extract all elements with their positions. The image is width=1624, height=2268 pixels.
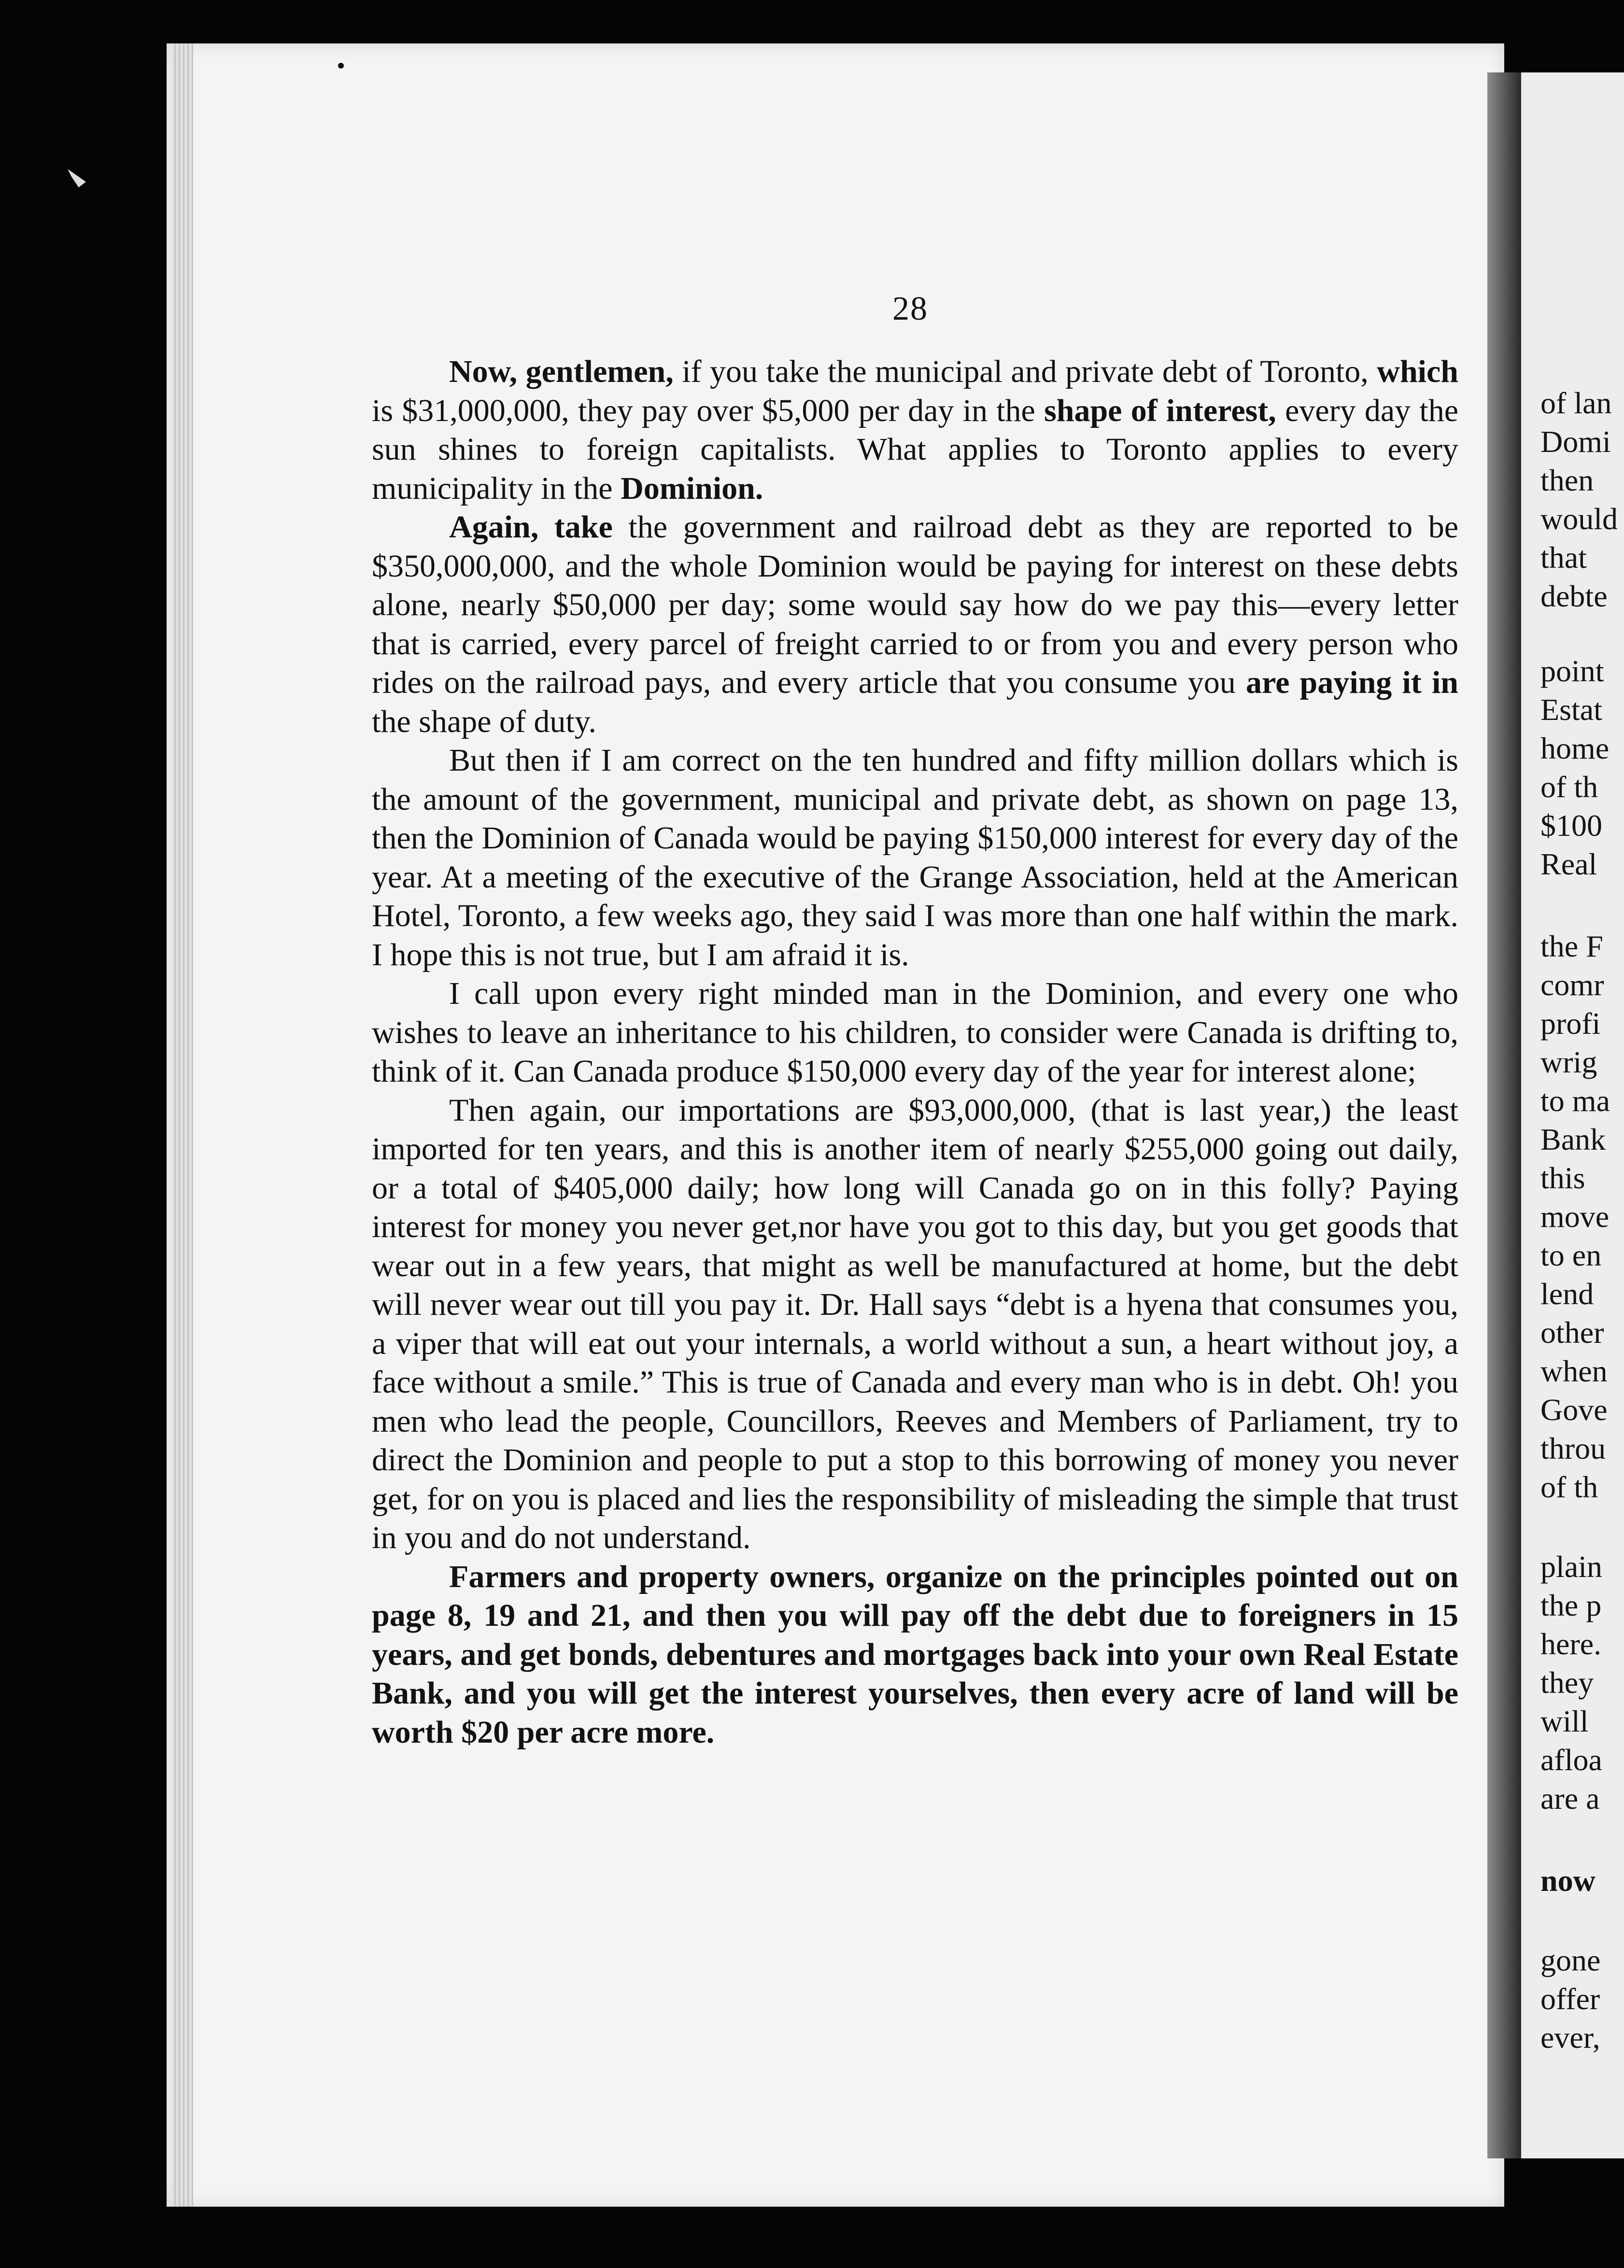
ink-dot [338,63,344,69]
facing-fragment: point [1540,654,1604,688]
facing-fragment: gone [1540,1943,1601,1977]
text-run: Dominion. [621,470,763,506]
facing-fragment: they [1540,1665,1594,1700]
facing-fragment: Bank [1540,1122,1606,1156]
text-run: Farmers and property owners, organize on the principles pointed out on page 8, 19 and 21, and then you will pay off the debt due to foreigners in 15 years, and get bonds, debentures and mortgages back into your own Real Estate Bank, and you will get the interest yourselves, then every acre of land will be worth $20 per acre more. [372,1559,1458,1750]
facing-fragment: when [1540,1354,1608,1388]
paragraph [372,974,1458,1091]
paragraph [372,1091,1458,1558]
facing-fragment: Gove [1540,1393,1608,1427]
paragraph [372,1558,1458,1752]
text-run: are paying it in [1245,665,1458,700]
text-run: shape of interest, [1044,393,1276,428]
facing-fragment: comr [1540,968,1604,1002]
text-run: the government and railroad debt as they are reported to be $350,000,000, and the whole Dominion would be paying for interest on these debts alone, nearly $50,000 per day; some would say how do we pay this—every letter that is carried, every parcel of freight carried to or from you and every person who rides on the railroad pays, and every article that you consume you [372,509,1459,700]
facing-fragment: other [1540,1315,1604,1350]
text-run: if you take the municipal and private debt of Toronto, [673,354,1377,389]
facing-fragment: will [1540,1704,1589,1738]
facing-fragment: of th [1540,1470,1598,1504]
facing-fragment: the p [1540,1588,1602,1622]
page-stack-edge [171,43,193,2207]
facing-fragment: debte [1540,579,1608,613]
facing-fragment: $100 [1540,808,1602,843]
text-run: is $31,000,000, they pay over $5,000 per day in the [372,393,1045,428]
text-run: which [1377,354,1458,389]
facing-fragment: move [1540,1199,1610,1234]
facing-fragment: lend [1540,1277,1594,1311]
facing-fragment: Estat [1540,692,1602,727]
text-run: I call upon every right minded man in the Dominion, and every one who wishes to leave an inheritance to his children, to consider were Canada is drifting to, think of it. Can Canada produce $150,000 every day of the year for interest alone; [372,976,1458,1089]
scan-speck [68,169,86,187]
text-run: But then if I am correct on the ten hundred and fifty million dollars which is the amount of the government, municipal and private debt, as shown on page 13, then the Dominion of Canada would be paying $150,000 interest for every day of the year. At a meeting of the executive of the Grange Association, held at the American Hotel, Toronto, a few weeks ago, they said I was more than one half within the mark. I hope this is not true, but I am afraid it is. [372,743,1458,972]
facing-fragment: that [1540,540,1587,575]
text-run: Then again, our importations are $93,000,000, (that is last year,) the least imported for ten years, and this is another item of nearly $255,000 going out daily, or a total of $405,000 daily; how long will Canada go on in this folly? Paying interest for money you never get,nor have you got to this day, but you get goods that wear out in a few years, that might as well be manufactured at home, but the debt will never wear out till you pay it. Dr. Hall says “debt is a hyena that consumes you, a viper that will eat out your internals, a world without a sun, a heart without joy, a face without a smile.” This is true of Canada and every man who is in debt. Oh! you men who lead the people, Councillors, Reeves and Members of Parliament, try to direct the Dominion and people to put a stop to this borrowing of money you never get, for on you is placed and lies the responsibility of misleading the simple that trust in you and do not understand. [372,1092,1458,1555]
facing-fragment: to en [1540,1238,1602,1272]
facing-fragment: offer [1540,1982,1600,2016]
paragraph [372,741,1458,974]
facing-fragment: then [1540,463,1594,497]
text-run: the shape of duty. [372,704,596,739]
facing-fragment: are a [1540,1781,1600,1816]
facing-fragment: here. [1540,1627,1602,1661]
facing-fragment: afloa [1540,1743,1602,1777]
facing-fragment: ever, [1540,2020,1600,2055]
facing-fragment: wrig [1540,1045,1597,1079]
facing-fragment: Domi [1540,424,1611,459]
facing-fragment: profi [1540,1006,1601,1041]
facing-fragment: throu [1540,1431,1606,1465]
facing-fragment: would [1540,502,1618,536]
facing-fragment: to ma [1540,1084,1610,1118]
page-number: 28 [892,290,928,327]
paragraph [372,508,1458,741]
text-run: Again, take [449,509,613,545]
facing-fragment: now [1540,1863,1596,1898]
text-run: every day the sun shines to foreign capitalists. What applies to Toronto applies to every municipality in the [372,393,1458,506]
facing-fragment: plain [1540,1550,1602,1584]
body-text [372,352,1458,1752]
facing-fragment: of lan [1540,386,1612,420]
facing-fragment: of th [1540,770,1598,804]
text-run: Now, gentlemen, [449,354,674,389]
facing-fragment: this [1540,1161,1585,1195]
paragraph [372,352,1458,508]
facing-fragment: home [1540,731,1610,765]
facing-fragment: Real [1540,847,1597,881]
facing-fragment: the F [1540,929,1603,963]
